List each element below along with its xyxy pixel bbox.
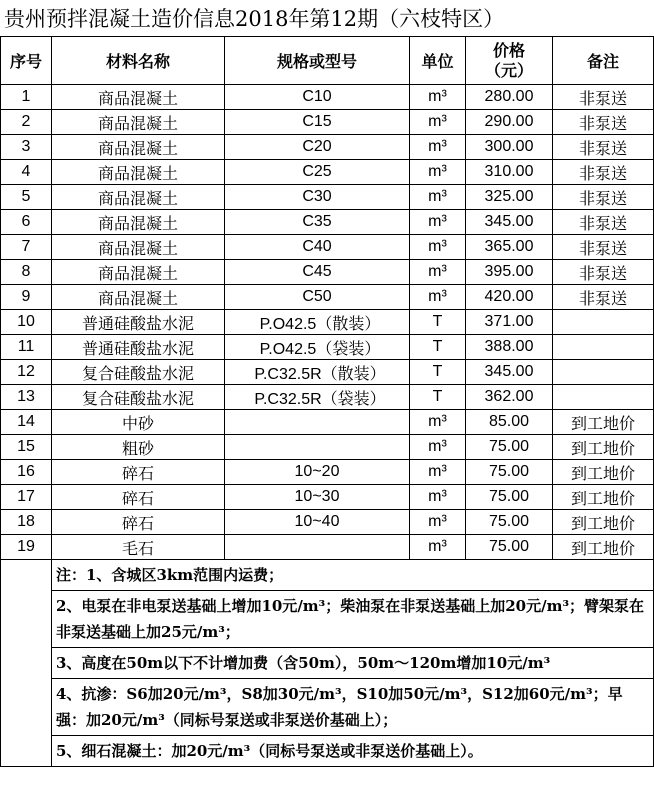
header-unit: 单位 [410, 37, 466, 85]
note-3: 3、高度在50m以下不计增加费（含50m），50m～120m增加10元/m³ [52, 648, 654, 679]
cell-material-name: 复合硅酸盐水泥 [52, 385, 225, 410]
cell-no: 18 [1, 510, 52, 535]
cell-no: 17 [1, 485, 52, 510]
cell-price: 420.00 [466, 285, 553, 310]
cell-spec [225, 435, 410, 460]
cell-spec: P.C32.5R（散装） [225, 360, 410, 385]
cell-price: 75.00 [466, 435, 553, 460]
cell-spec: C50 [225, 285, 410, 310]
table-row [1, 360, 654, 385]
cell-price: 75.00 [466, 460, 553, 485]
note-row [1, 648, 654, 679]
cell-no: 2 [1, 110, 52, 135]
cell-material-name: 碎石 [52, 485, 225, 510]
cell-spec: P.C32.5R（袋装） [225, 385, 410, 410]
cell-spec: 10~30 [225, 485, 410, 510]
cell-no: 4 [1, 160, 52, 185]
cell-material-name: 商品混凝土 [52, 285, 225, 310]
cell-no: 13 [1, 385, 52, 410]
cell-remark: 到工地价 [553, 435, 654, 460]
cell-unit: m³ [410, 410, 466, 435]
cell-remark [553, 335, 654, 360]
cell-material-name: 复合硅酸盐水泥 [52, 360, 225, 385]
header-name: 材料名称 [52, 37, 225, 85]
table-row [1, 435, 654, 460]
note-row [1, 560, 654, 591]
cell-unit: m³ [410, 210, 466, 235]
table-row [1, 110, 654, 135]
cell-price: 345.00 [466, 360, 553, 385]
cell-price: 75.00 [466, 510, 553, 535]
cell-remark: 到工地价 [553, 510, 654, 535]
note-4: 4、抗渗：S6加20元/m³，S8加30元/m³，S10加50元/m³，S12加60元/m³；早强：加20元/m³（同标号泵送或非泵送价基础上）； [52, 679, 654, 736]
cell-unit: m³ [410, 485, 466, 510]
cell-no: 5 [1, 185, 52, 210]
cell-spec: 10~40 [225, 510, 410, 535]
cell-no: 8 [1, 260, 52, 285]
cell-spec: C40 [225, 235, 410, 260]
cell-price: 362.00 [466, 385, 553, 410]
cell-remark: 非泵送 [553, 160, 654, 185]
cell-remark: 非泵送 [553, 285, 654, 310]
cell-spec [225, 410, 410, 435]
header-row [1, 37, 654, 85]
cell-no: 14 [1, 410, 52, 435]
cell-price: 85.00 [466, 410, 553, 435]
cell-price: 395.00 [466, 260, 553, 285]
table-row [1, 160, 654, 185]
cell-unit: T [410, 310, 466, 335]
cell-unit: m³ [410, 160, 466, 185]
cell-remark: 非泵送 [553, 110, 654, 135]
cell-no: 12 [1, 360, 52, 385]
cell-unit: m³ [410, 435, 466, 460]
table-row [1, 135, 654, 160]
cell-price: 280.00 [466, 85, 553, 110]
cell-remark: 到工地价 [553, 460, 654, 485]
cell-no: 9 [1, 285, 52, 310]
table-row [1, 460, 654, 485]
table-row [1, 185, 654, 210]
cell-material-name: 商品混凝土 [52, 110, 225, 135]
cell-spec: P.O42.5（散装） [225, 310, 410, 335]
cell-material-name: 商品混凝土 [52, 85, 225, 110]
cell-unit: m³ [410, 285, 466, 310]
cell-price: 300.00 [466, 135, 553, 160]
cell-spec: C45 [225, 260, 410, 285]
cell-spec: C20 [225, 135, 410, 160]
cell-remark: 非泵送 [553, 185, 654, 210]
cell-remark: 非泵送 [553, 210, 654, 235]
notes-left-margin [1, 560, 52, 767]
cell-remark: 到工地价 [553, 535, 654, 560]
note-row [1, 679, 654, 736]
note-row [1, 736, 654, 767]
price-table [0, 36, 654, 767]
cell-unit: m³ [410, 510, 466, 535]
cell-price: 310.00 [466, 160, 553, 185]
cell-unit: m³ [410, 535, 466, 560]
table-body [1, 85, 654, 560]
cell-material-name: 商品混凝土 [52, 210, 225, 235]
cell-unit: m³ [410, 185, 466, 210]
table-row [1, 335, 654, 360]
cell-remark: 非泵送 [553, 235, 654, 260]
cell-material-name: 普通硅酸盐水泥 [52, 310, 225, 335]
cell-no: 1 [1, 85, 52, 110]
cell-material-name: 商品混凝土 [52, 160, 225, 185]
header-no: 序号 [1, 37, 52, 85]
cell-spec: C10 [225, 85, 410, 110]
cell-material-name: 碎石 [52, 460, 225, 485]
table-row [1, 210, 654, 235]
cell-spec [225, 535, 410, 560]
table-row [1, 385, 654, 410]
note-row [1, 591, 654, 648]
cell-no: 15 [1, 435, 52, 460]
cell-remark [553, 310, 654, 335]
page-title: 贵州预拌混凝土造价信息2018年第12期（六枝特区） [4, 7, 505, 31]
header-price-line1: 价格 [492, 40, 525, 60]
cell-material-name: 商品混凝土 [52, 260, 225, 285]
table-row [1, 260, 654, 285]
cell-price: 290.00 [466, 110, 553, 135]
table-row [1, 410, 654, 435]
cell-price: 345.00 [466, 210, 553, 235]
cell-material-name: 粗砂 [52, 435, 225, 460]
cell-remark: 非泵送 [553, 85, 654, 110]
cell-no: 11 [1, 335, 52, 360]
cell-no: 3 [1, 135, 52, 160]
cell-material-name: 毛石 [52, 535, 225, 560]
cell-material-name: 商品混凝土 [52, 235, 225, 260]
cell-remark [553, 385, 654, 410]
cell-no: 7 [1, 235, 52, 260]
cell-remark: 非泵送 [553, 260, 654, 285]
cell-spec: 10~20 [225, 460, 410, 485]
cell-spec: C30 [225, 185, 410, 210]
cell-remark: 到工地价 [553, 410, 654, 435]
note-1: 注：1、含城区3km范围内运费； [52, 560, 654, 591]
cell-remark: 非泵送 [553, 135, 654, 160]
cell-unit: m³ [410, 110, 466, 135]
cell-unit: T [410, 385, 466, 410]
table-row [1, 235, 654, 260]
table-row [1, 85, 654, 110]
cell-material-name: 碎石 [52, 510, 225, 535]
header-price [466, 37, 553, 85]
table-row [1, 535, 654, 560]
cell-remark: 到工地价 [553, 485, 654, 510]
cell-material-name: 商品混凝土 [52, 185, 225, 210]
note-5: 5、细石混凝土：加20元/m³（同标号泵送或非泵送价基础上）。 [52, 736, 654, 767]
cell-unit: m³ [410, 135, 466, 160]
cell-price: 325.00 [466, 185, 553, 210]
cell-no: 6 [1, 210, 52, 235]
table-row [1, 510, 654, 535]
note-2: 2、电泵在非电泵送基础上增加10元/m³；柴油泵在非泵送基础上加20元/m³；臂架泵在非泵送基础上加25元/m³； [52, 591, 654, 648]
table-row [1, 485, 654, 510]
cell-no: 16 [1, 460, 52, 485]
cell-spec: P.O42.5（袋装） [225, 335, 410, 360]
cell-no: 19 [1, 535, 52, 560]
cell-material-name: 普通硅酸盐水泥 [52, 335, 225, 360]
table-row [1, 285, 654, 310]
cell-unit: m³ [410, 460, 466, 485]
cell-price: 75.00 [466, 485, 553, 510]
header-price-line2: （元） [484, 60, 533, 80]
cell-material-name: 商品混凝土 [52, 135, 225, 160]
cell-spec: C25 [225, 160, 410, 185]
cell-material-name: 中砂 [52, 410, 225, 435]
cell-unit: T [410, 335, 466, 360]
cell-price: 75.00 [466, 535, 553, 560]
cell-unit: T [410, 360, 466, 385]
cell-unit: m³ [410, 260, 466, 285]
cell-unit: m³ [410, 85, 466, 110]
cell-price: 365.00 [466, 235, 553, 260]
cell-spec: C35 [225, 210, 410, 235]
cell-unit: m³ [410, 235, 466, 260]
cell-price: 388.00 [466, 335, 553, 360]
header-remark: 备注 [553, 37, 654, 85]
cell-no: 10 [1, 310, 52, 335]
cell-spec: C15 [225, 110, 410, 135]
cell-price: 371.00 [466, 310, 553, 335]
notes-section [1, 560, 654, 767]
header-spec: 规格或型号 [225, 37, 410, 85]
table-row [1, 310, 654, 335]
cell-remark [553, 360, 654, 385]
